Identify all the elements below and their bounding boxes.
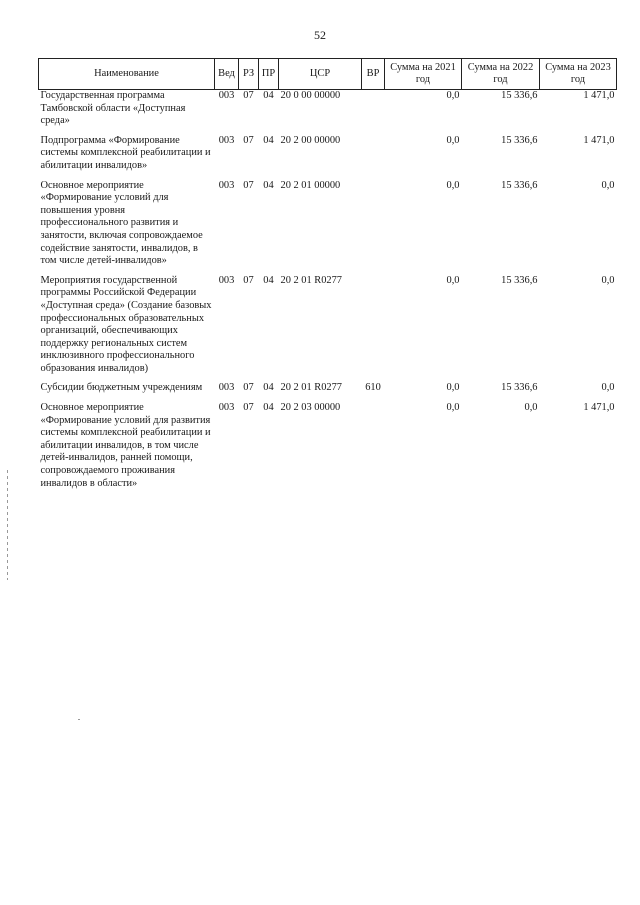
- row-rz: 07: [243, 90, 254, 101]
- row-csr: 20 0 00 00000: [280, 90, 341, 101]
- row-ved: 003: [218, 179, 235, 191]
- row-sum-2023: 1 471,0: [583, 90, 615, 101]
- header-csr: ЦСР: [279, 59, 362, 90]
- row-ved: 003: [218, 382, 235, 394]
- table-row: [39, 382, 617, 402]
- row-ved: 003: [218, 90, 235, 101]
- page-number: 52: [314, 28, 326, 42]
- row-vr: [362, 402, 385, 497]
- row-vr: [362, 135, 385, 180]
- row-sum-2023: 0,0: [601, 274, 615, 286]
- scan-stray-mark: [78, 719, 80, 720]
- row-sum-2021: 0,0: [446, 274, 460, 286]
- header-sum-2021: Сумма на 2021 год: [385, 59, 462, 90]
- row-sum-2023: 0,0: [601, 382, 615, 394]
- row-sum-2021: 0,0: [446, 134, 460, 146]
- row-vr: [362, 90, 385, 135]
- header-ved: Вед: [215, 59, 239, 90]
- row-sum-2022: 0,0: [524, 402, 538, 414]
- table-row: [39, 180, 617, 275]
- row-csr: 20 2 01 00000: [280, 179, 341, 191]
- row-pr: 04: [263, 90, 274, 101]
- row-sum-2021: 0,0: [446, 382, 460, 394]
- row-vr: 610: [365, 382, 381, 394]
- row-name: Основное мероприятие «Формирование условий для повышения уровня профессионального развития и занятости, включая сопровождаемое содействие занятости, инвалидов, в том числе детей-инвалидов»: [40, 179, 203, 267]
- row-pr: 04: [263, 274, 274, 286]
- row-name: Субсидии бюджетным учреждениям: [40, 382, 203, 394]
- row-pr: 04: [263, 179, 274, 191]
- row-rz: 07: [243, 402, 254, 414]
- row-rz: 07: [243, 179, 254, 191]
- row-sum-2021: 0,0: [446, 179, 460, 191]
- table-row: [39, 402, 617, 497]
- row-sum-2023: 1 471,0: [583, 134, 615, 146]
- header-vr: ВР: [362, 59, 385, 90]
- row-sum-2022: 15 336,6: [501, 134, 538, 146]
- row-sum-2023: 1 471,0: [583, 402, 615, 414]
- table-row: [39, 90, 617, 135]
- row-name: Государственная программа Тамбовской области «Доступная среда»: [40, 90, 186, 127]
- row-csr: 20 2 00 00000: [280, 134, 341, 146]
- row-sum-2022: 15 336,6: [501, 90, 538, 101]
- row-ved: 003: [218, 274, 235, 286]
- header-pr: ПР: [259, 59, 279, 90]
- table-header-row: [39, 59, 617, 90]
- row-sum-2021: 0,0: [446, 90, 460, 101]
- row-vr: [362, 275, 385, 383]
- row-pr: 04: [263, 402, 274, 414]
- row-name: Основное мероприятие «Формирование условий для развития системы комплексной реабилитации и абилитации инвалидов, в том числе детей-инвалидов, ранней помощи, сопровождаемого проживания инвалидов в области»: [40, 402, 211, 489]
- scan-margin-mark: [7, 470, 8, 580]
- row-name: Мероприятия государственной программы Российской Федерации «Доступная среда» (Создание базовых профессиональных образовательных организаций, обеспечивающих поддержку региональных систем инклюзивного профессионального образования инвалидов): [40, 274, 212, 374]
- row-csr: 20 2 01 R0277: [280, 274, 342, 286]
- row-sum-2022: 15 336,6: [501, 382, 538, 394]
- row-rz: 07: [243, 134, 254, 146]
- row-ved: 003: [218, 134, 235, 146]
- table-row: [39, 275, 617, 383]
- row-vr: [362, 180, 385, 275]
- row-sum-2021: 0,0: [446, 402, 460, 414]
- row-name: Подпрограмма «Формирование системы комплексной реабилитации и абилитации инвалидов»: [40, 134, 211, 171]
- row-csr: 20 2 03 00000: [280, 402, 341, 414]
- header-rz: РЗ: [239, 59, 259, 90]
- header-sum-2022: Сумма на 2022 год: [462, 59, 540, 90]
- header-name: Наименование: [39, 59, 215, 90]
- row-rz: 07: [243, 274, 254, 286]
- row-pr: 04: [263, 134, 274, 146]
- row-sum-2022: 15 336,6: [501, 179, 538, 191]
- header-sum-2023: Сумма на 2023 год: [540, 59, 617, 90]
- row-sum-2022: 15 336,6: [501, 274, 538, 286]
- row-sum-2023: 0,0: [601, 179, 615, 191]
- row-ved: 003: [218, 402, 235, 414]
- table-row: [39, 135, 617, 180]
- row-csr: 20 2 01 R0277: [280, 382, 342, 394]
- row-rz: 07: [243, 382, 254, 394]
- row-pr: 04: [263, 382, 274, 394]
- budget-table: [38, 58, 617, 497]
